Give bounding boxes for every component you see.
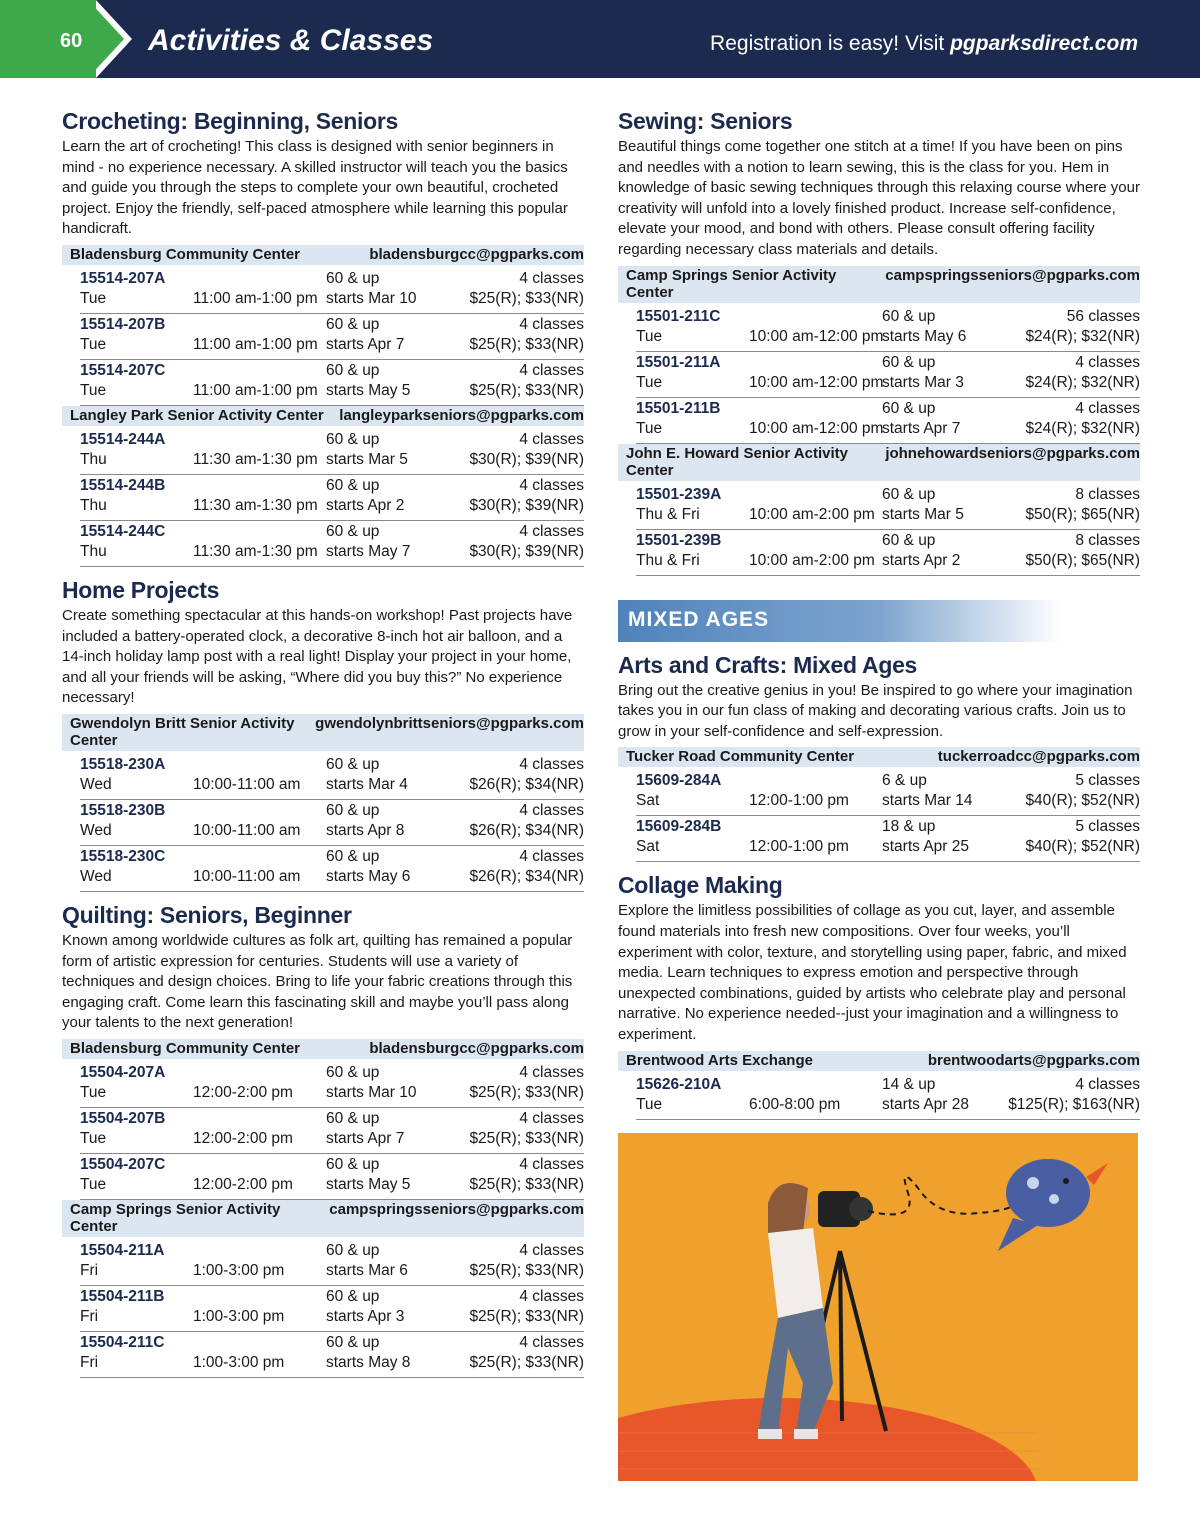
mixed-ages-banner <box>618 600 1140 642</box>
course-description: Bring out the creative genius in you! Be inspired to go where your imagination takes you in our fun class of making and decorating various crafts. Join us to grow in your self-confidence and self-expression. <box>618 681 1133 740</box>
class-count: 4 classes <box>519 522 584 540</box>
class-time: 11:30 am-1:30 pm <box>193 542 318 560</box>
location-name: Gwendolyn Britt Senior Activity Center <box>70 714 295 749</box>
class-time: 6:00-8:00 pm <box>749 1095 841 1113</box>
location-email[interactable]: campspringsseniors@pgparks.com <box>329 1200 584 1218</box>
course-description: Learn the art of crocheting! This class is designed with senior beginners in mind - no experience necessary. A skilled instructor will teach you the basics and guide you through the steps to complete your own beautiful, crocheted project. Enjoy the friendly, self-paced atmosphere while learning this popular handicraft. <box>62 138 568 238</box>
class-day: Sat <box>636 792 660 810</box>
collage-illustration <box>618 1133 1138 1481</box>
class-age: 18 & up <box>882 818 936 836</box>
class-day: Tue <box>80 335 107 353</box>
class-time: 12:00-2:00 pm <box>193 1083 293 1101</box>
class-count: 8 classes <box>1075 531 1140 549</box>
class-start-date: starts May 6 <box>882 327 967 345</box>
class-count: 4 classes <box>519 361 584 379</box>
class-day: Tue <box>80 1129 107 1147</box>
class-count: 56 classes <box>1066 307 1140 325</box>
class-time: 11:30 am-1:30 pm <box>193 496 318 514</box>
class-fee: $50(R); $65(NR) <box>1025 505 1140 523</box>
class-row <box>636 306 1140 352</box>
class-fee: $40(R); $52(NR) <box>1025 792 1140 810</box>
class-age: 60 & up <box>326 1109 380 1127</box>
class-fee: $30(R); $39(NR) <box>469 496 584 514</box>
class-time: 10:00-11:00 am <box>193 867 301 885</box>
course-code[interactable]: 15504-211C <box>80 1333 165 1351</box>
class-start-date: starts May 5 <box>326 1175 411 1193</box>
location-email[interactable]: campspringsseniors@pgparks.com <box>885 266 1140 284</box>
course-quilting-seniors-beginner <box>62 902 584 1378</box>
course-code[interactable]: 15609-284A <box>636 772 722 790</box>
location-email[interactable]: bladensburgcc@pgparks.com <box>369 1039 584 1057</box>
class-row <box>80 800 584 846</box>
location-header <box>62 406 584 426</box>
class-day: Thu <box>80 496 107 514</box>
class-row <box>80 1332 584 1378</box>
class-start-date: starts Mar 14 <box>882 792 973 810</box>
section-title: Activities & Classes <box>148 24 434 57</box>
class-row <box>80 429 584 475</box>
class-day: Tue <box>80 289 107 307</box>
course-code[interactable]: 15501-239B <box>636 531 722 549</box>
collage-photo <box>618 1133 1138 1481</box>
class-row <box>636 484 1140 530</box>
class-day: Wed <box>80 867 112 885</box>
location-email[interactable]: bladensburgcc@pgparks.com <box>369 245 584 263</box>
class-time: 12:00-1:00 pm <box>749 792 849 810</box>
class-row <box>636 770 1140 816</box>
registration-prefix: Registration is easy! Visit <box>710 32 951 55</box>
class-count: 4 classes <box>519 269 584 287</box>
course-home-projects <box>62 577 584 892</box>
class-start-date: starts Mar 10 <box>326 1083 417 1101</box>
class-fee: $25(R); $33(NR) <box>469 1307 584 1325</box>
class-count: 8 classes <box>1075 485 1140 503</box>
class-start-date: starts Apr 3 <box>326 1307 405 1325</box>
course-sewing-seniors <box>618 108 1140 576</box>
course-code[interactable]: 15609-284B <box>636 818 722 836</box>
location-name: Langley Park Senior Activity Center <box>70 406 324 424</box>
class-age: 60 & up <box>326 361 380 379</box>
class-day: Fri <box>80 1261 99 1279</box>
course-code[interactable]: 15514-244A <box>80 430 166 448</box>
class-fee: $25(R); $33(NR) <box>469 289 584 307</box>
course-code[interactable]: 15504-207B <box>80 1109 166 1127</box>
class-row <box>636 816 1140 862</box>
class-row <box>80 314 584 360</box>
right-column <box>618 108 1140 1130</box>
class-time: 11:00 am-1:00 pm <box>193 289 318 307</box>
class-age: 60 & up <box>882 353 936 371</box>
class-start-date: starts Apr 8 <box>326 821 405 839</box>
class-row <box>80 360 584 406</box>
class-time: 11:00 am-1:00 pm <box>193 381 318 399</box>
class-fee: $26(R); $34(NR) <box>469 775 584 793</box>
class-fee: $26(R); $34(NR) <box>469 821 584 839</box>
class-start-date: starts Apr 28 <box>882 1095 970 1113</box>
class-fee: $26(R); $34(NR) <box>469 867 584 885</box>
course-title: Sewing: Seniors <box>618 108 793 134</box>
location-name: Bladensburg Community Center <box>70 245 301 263</box>
class-day: Tue <box>636 373 663 391</box>
class-age: 6 & up <box>882 772 927 790</box>
class-day: Fri <box>80 1353 99 1371</box>
class-day: Wed <box>80 821 112 839</box>
class-fee: $25(R); $33(NR) <box>469 1175 584 1193</box>
class-day: Tue <box>80 381 107 399</box>
left-column <box>62 108 584 1388</box>
class-age: 60 & up <box>326 801 380 819</box>
class-fee: $25(R); $33(NR) <box>469 1129 584 1147</box>
course-code[interactable]: 15501-211A <box>636 353 721 371</box>
class-count: 4 classes <box>519 801 584 819</box>
class-row <box>80 475 584 521</box>
location-header <box>62 1200 584 1237</box>
right-column-top <box>618 108 1140 576</box>
class-age: 60 & up <box>326 1155 380 1173</box>
class-age: 60 & up <box>326 1063 380 1081</box>
class-time: 10:00 am-12:00 pm <box>749 419 884 437</box>
class-time: 10:00 am-2:00 pm <box>749 505 875 523</box>
class-start-date: starts Mar 10 <box>326 289 417 307</box>
class-time: 1:00-3:00 pm <box>193 1307 285 1325</box>
class-start-date: starts Apr 7 <box>326 1129 405 1147</box>
class-start-date: starts Apr 7 <box>326 335 405 353</box>
class-count: 4 classes <box>1075 399 1140 417</box>
course-code[interactable]: 15504-207A <box>80 1063 166 1081</box>
location-header <box>618 1051 1140 1071</box>
class-age: 60 & up <box>882 307 936 325</box>
location-header <box>618 444 1140 481</box>
location-email[interactable]: tuckerroadcc@pgparks.com <box>937 748 1140 766</box>
location-name: Tucker Road Community Center <box>626 748 855 766</box>
class-row <box>80 1154 584 1200</box>
class-start-date: starts May 5 <box>326 381 411 399</box>
class-day: Sat <box>636 838 660 856</box>
course-description: Explore the limitless possibilities of collage as you cut, layer, and assemble found materials into fresh new compositions. Over four weeks, you’ll experiment with color, texture, and storytelling using paper, fabric, and mixed media. Learn techniques to express emotion and perspective through unexpected combinations, guided by artists who celebrate play and personal narrative. No experience needed--just your imagination and a willingness to experiment. <box>618 902 1127 1043</box>
course-title: Home Projects <box>62 576 220 603</box>
location-name: Camp Springs Senior Activity Center <box>626 266 837 301</box>
class-day: Fri <box>80 1307 99 1325</box>
location-email[interactable]: brentwoodarts@pgparks.com <box>927 1051 1140 1069</box>
class-start-date: starts Mar 4 <box>326 775 408 793</box>
class-age: 60 & up <box>882 531 936 549</box>
class-time: 10:00 am-12:00 pm <box>749 327 884 345</box>
class-count: 4 classes <box>519 847 584 865</box>
class-start-date: starts Apr 7 <box>882 419 961 437</box>
location-header <box>618 747 1140 767</box>
location-header <box>62 714 584 751</box>
class-start-date: starts Apr 2 <box>882 551 961 569</box>
class-row <box>80 754 584 800</box>
class-start-date: starts May 8 <box>326 1353 411 1371</box>
class-time: 1:00-3:00 pm <box>193 1353 285 1371</box>
course-title: Quilting: Seniors, Beginner <box>62 901 352 928</box>
class-count: 4 classes <box>519 1287 584 1305</box>
class-count: 4 classes <box>519 1155 584 1173</box>
class-row <box>80 846 584 892</box>
course-code[interactable]: 15514-207B <box>80 315 166 333</box>
class-day: Tue <box>636 1095 663 1113</box>
course-code[interactable]: 15501-211B <box>636 399 721 417</box>
course-code[interactable]: 15504-207C <box>80 1155 166 1173</box>
class-age: 60 & up <box>326 522 380 540</box>
class-age: 60 & up <box>326 430 380 448</box>
mixed-ages-label: MIXED AGES <box>628 607 770 631</box>
class-day: Thu <box>80 450 107 468</box>
class-time: 12:00-2:00 pm <box>193 1175 293 1193</box>
class-age: 60 & up <box>326 1333 380 1351</box>
class-row <box>80 521 584 567</box>
class-start-date: starts Mar 3 <box>882 373 964 391</box>
class-day: Tue <box>80 1083 107 1101</box>
class-time: 10:00 am-2:00 pm <box>749 551 875 569</box>
class-count: 5 classes <box>1075 818 1140 836</box>
course-code[interactable]: 15518-230A <box>80 755 166 773</box>
class-fee: $25(R); $33(NR) <box>469 1353 584 1371</box>
right-column-bottom <box>618 652 1140 1120</box>
location-email[interactable]: johnehowardseniors@pgparks.com <box>885 444 1140 462</box>
class-fee: $25(R); $33(NR) <box>469 1083 584 1101</box>
class-row <box>636 398 1140 444</box>
class-fee: $30(R); $39(NR) <box>469 542 584 560</box>
class-time: 11:30 am-1:30 pm <box>193 450 318 468</box>
class-time: 1:00-3:00 pm <box>193 1261 285 1279</box>
class-age: 60 & up <box>326 1241 380 1259</box>
class-fee: $40(R); $52(NR) <box>1025 838 1140 856</box>
course-crocheting-beginning-seniors <box>62 108 584 567</box>
class-fee: $24(R); $32(NR) <box>1025 419 1140 437</box>
location-header <box>62 1039 584 1059</box>
location-email[interactable]: langleyparkseniors@pgparks.com <box>339 406 584 424</box>
class-day: Wed <box>80 775 112 793</box>
course-code[interactable]: 15518-230C <box>80 847 166 865</box>
course-code[interactable]: 15514-244B <box>80 476 166 494</box>
class-start-date: starts May 7 <box>326 542 411 560</box>
class-age: 60 & up <box>326 1287 380 1305</box>
class-row <box>636 530 1140 576</box>
class-day: Tue <box>636 327 663 345</box>
class-fee: $25(R); $33(NR) <box>469 1261 584 1279</box>
course-description: Beautiful things come together one stitch at a time! If you have been on pins and needles with a notion to learn sewing, this is the class for you. Hem in knowledge of basic sewing techniques through this relaxing course where your creativity will unfold into a lovely finished product. Increase self-confidence, elevate your mood, and bond with others. Please consult offering facility regarding necessary class materials and details. <box>618 138 1140 258</box>
class-time: 10:00-11:00 am <box>193 821 301 839</box>
class-fee: $30(R); $39(NR) <box>469 450 584 468</box>
class-start-date: starts May 6 <box>326 867 411 885</box>
class-fee: $125(R); $163(NR) <box>1008 1095 1140 1113</box>
class-age: 60 & up <box>882 485 936 503</box>
location-name: Camp Springs Senior Activity Center <box>70 1200 281 1235</box>
course-title: Arts and Crafts: Mixed Ages <box>618 651 918 678</box>
class-count: 4 classes <box>519 1109 584 1127</box>
class-time: 12:00-2:00 pm <box>193 1129 293 1147</box>
course-code[interactable]: 15514-244C <box>80 522 166 540</box>
course-title: Collage Making <box>618 872 783 899</box>
location-name: Brentwood Arts Exchange <box>626 1051 813 1069</box>
class-fee: $24(R); $32(NR) <box>1025 373 1140 391</box>
class-time: 10:00 am-12:00 pm <box>749 373 884 391</box>
class-time: 12:00-1:00 pm <box>749 838 849 856</box>
course-title: Crocheting: Beginning, Seniors <box>62 108 399 134</box>
class-age: 14 & up <box>882 1075 936 1093</box>
course-code[interactable]: 15504-211A <box>80 1241 165 1259</box>
class-count: 4 classes <box>519 315 584 333</box>
class-row <box>636 1074 1140 1120</box>
class-count: 4 classes <box>519 476 584 494</box>
course-collage-making <box>618 872 1140 1119</box>
class-fee: $24(R); $32(NR) <box>1025 327 1140 345</box>
class-fee: $25(R); $33(NR) <box>469 335 584 353</box>
class-row <box>80 1108 584 1154</box>
course-code[interactable]: 15626-210A <box>636 1075 722 1093</box>
course-description: Known among worldwide cultures as folk art, quilting has remained a popular form of artistic expression for centuries. Students will use a variety of techniques and design choices. Bring to life your fabric creations through this engaging craft. Come learn this fascinating skill and maybe you’ll pass along your talents to the next generation! <box>62 931 573 1032</box>
class-row <box>80 1062 584 1108</box>
course-code[interactable]: 15501-239A <box>636 485 722 503</box>
class-row <box>80 1240 584 1286</box>
page-number: 60 <box>60 30 83 52</box>
class-row <box>636 352 1140 398</box>
class-count: 4 classes <box>519 1241 584 1259</box>
class-age: 60 & up <box>326 269 380 287</box>
course-description: Create something spectacular at this hands-on workshop! Past projects have included a battery-operated clock, a decorative 8-inch hot air balloon, and a 14-inch holiday lamp post with a real light! Display your project in your home, and all your friends will be asking, “Where did you buy this?” No experience necessary! <box>62 606 573 707</box>
location-name: Bladensburg Community Center <box>70 1039 301 1057</box>
class-count: 4 classes <box>519 755 584 773</box>
course-arts-and-crafts-mixed-ages <box>618 652 1140 863</box>
class-day: Tue <box>636 419 663 437</box>
course-code[interactable]: 15504-211B <box>80 1287 165 1305</box>
class-day: Thu & Fri <box>636 551 700 569</box>
class-time: 11:00 am-1:00 pm <box>193 335 318 353</box>
location-email[interactable]: gwendolynbrittseniors@pgparks.com <box>315 714 584 732</box>
class-time: 10:00-11:00 am <box>193 775 301 793</box>
course-code[interactable]: 15514-207C <box>80 361 166 379</box>
class-start-date: starts Mar 6 <box>326 1261 408 1279</box>
class-start-date: starts Apr 2 <box>326 496 405 514</box>
class-age: 60 & up <box>326 847 380 865</box>
class-day: Tue <box>80 1175 107 1193</box>
class-row <box>80 1286 584 1332</box>
location-name: John E. Howard Senior Activity Center <box>626 444 848 479</box>
class-day: Thu <box>80 542 107 560</box>
class-count: 4 classes <box>519 1063 584 1081</box>
class-count: 4 classes <box>1075 353 1140 371</box>
location-header <box>62 245 584 265</box>
course-code[interactable]: 15514-207A <box>80 269 166 287</box>
class-age: 60 & up <box>326 315 380 333</box>
location-header <box>618 266 1140 303</box>
class-start-date: starts Mar 5 <box>326 450 408 468</box>
course-code[interactable]: 15501-211C <box>636 307 721 325</box>
course-code[interactable]: 15518-230B <box>80 801 166 819</box>
class-start-date: starts Mar 5 <box>882 505 964 523</box>
class-count: 4 classes <box>519 430 584 448</box>
class-count: 4 classes <box>519 1333 584 1351</box>
class-count: 4 classes <box>1075 1075 1140 1093</box>
class-age: 60 & up <box>326 476 380 494</box>
class-start-date: starts Apr 25 <box>882 838 970 856</box>
class-fee: $25(R); $33(NR) <box>469 381 584 399</box>
class-row <box>80 268 584 314</box>
class-age: 60 & up <box>882 399 936 417</box>
page-header <box>0 0 1200 78</box>
header-chevron <box>88 0 124 78</box>
registration-note <box>710 32 1138 56</box>
registration-link[interactable]: pgparksdirect.com <box>950 32 1138 55</box>
class-count: 5 classes <box>1075 772 1140 790</box>
class-age: 60 & up <box>326 755 380 773</box>
class-fee: $50(R); $65(NR) <box>1025 551 1140 569</box>
class-day: Thu & Fri <box>636 505 700 523</box>
